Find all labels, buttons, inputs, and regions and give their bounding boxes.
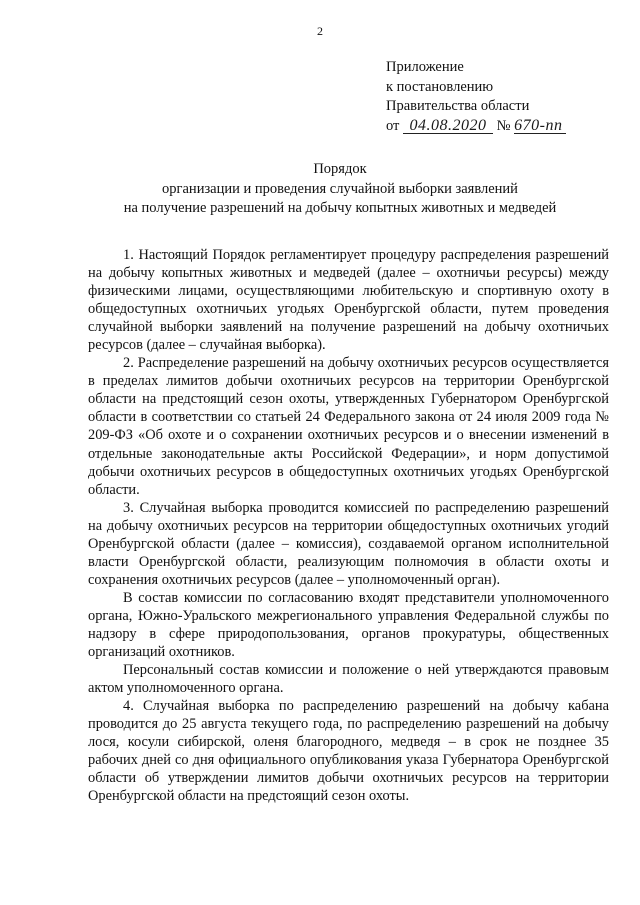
- handwritten-number: 670-пп: [514, 119, 566, 134]
- paragraph-3-commission-staff: Персональный состав комиссии и положение о ней утверждаются правовым актом уполномоченного органа.: [88, 662, 609, 697]
- document-subtitle-line-1: организации и проведения случайной выборки заявлений: [162, 180, 518, 197]
- paragraph-2: 2. Распределение разрешений на добычу охотничьих ресурсов осуществляется в пределах лимитов добычи охотничьих ресурсов на территории Оренбургской области на предстоящий сезон охоты, утвержденных Губернатором Оренбургской области в соответствии со статьей 24 Федерального закона от 24 июля 2009 года № 209-ФЗ «Об охоте и о сохранении охотничьих ресурсов и о внесении изменений в отдельные законодательные акты Российской Федерации», и норм допустимой добычи охотничьих ресурсов в общедоступных охотничьих угодьях Оренбургской области.: [88, 355, 609, 498]
- appendix-line-1: Приложение: [386, 59, 464, 75]
- paragraph-4: 4. Случайная выборка по распределению разрешений на добычу кабана проводится до 25 августа текущего года, по распределению разрешений на добычу лося, косули сибирской, оленя благородного, медведя – в срок не позднее 35 рабочих дней со дня официального опубликования указа Губернатора Оренбургской области об утверждении лимитов добычи охотничьих ресурсов на территории Оренбургской области на предстоящий сезон охоты.: [88, 698, 609, 805]
- number-prefix: №: [496, 117, 511, 134]
- document-subtitle-line-2: на получение разрешений на добычу копытных животных и медведей: [123, 200, 557, 216]
- paragraph-3-commission-members: В состав комиссии по согласованию входят представители уполномоченного органа, Южно-Уральского межрегионального управления Федеральной службы по надзору в сфере природопользования, органов прокуратуры, общественных организаций охотников.: [88, 589, 609, 661]
- appendix-line-2: к постановлению: [386, 78, 494, 95]
- document-heading: Порядок: [313, 161, 367, 177]
- date-prefix: от: [386, 117, 400, 134]
- appendix-line-3: Правительства области: [386, 98, 530, 114]
- page-number: 2: [317, 24, 323, 38]
- handwritten-date: 04.08.2020: [403, 119, 493, 134]
- document-body: [88, 246, 609, 805]
- paragraph-3: 3. Случайная выборка проводится комиссией по распределению разрешений на добычу охотничьих ресурсов на территории общедоступных охотничьих угодий Оренбургской области (далее – комиссия), создаваемой органом исполнительной власти Оренбургской области, реализующим полномочия в области охоты и сохранения охотничьих ресурсов (далее – уполномоченный орган).: [88, 499, 609, 588]
- appendix-block: [386, 58, 566, 136]
- appendix-date-line: [386, 117, 566, 137]
- document-title-block: [60, 160, 620, 219]
- paragraph-1: 1. Настоящий Порядок регламентирует процедуру распределения разрешений на добычу копытных животных и медведей (далее – охотничьи ресурсы) между физическими лицами, осуществляющими любительскую и спортивную охоту в общедоступных охотничьих угодьях Оренбургской области, путем проведения случайной выборки заявлений на получение разрешений на добычу охотничьих ресурсов (далее – случайная выборка).: [88, 247, 609, 354]
